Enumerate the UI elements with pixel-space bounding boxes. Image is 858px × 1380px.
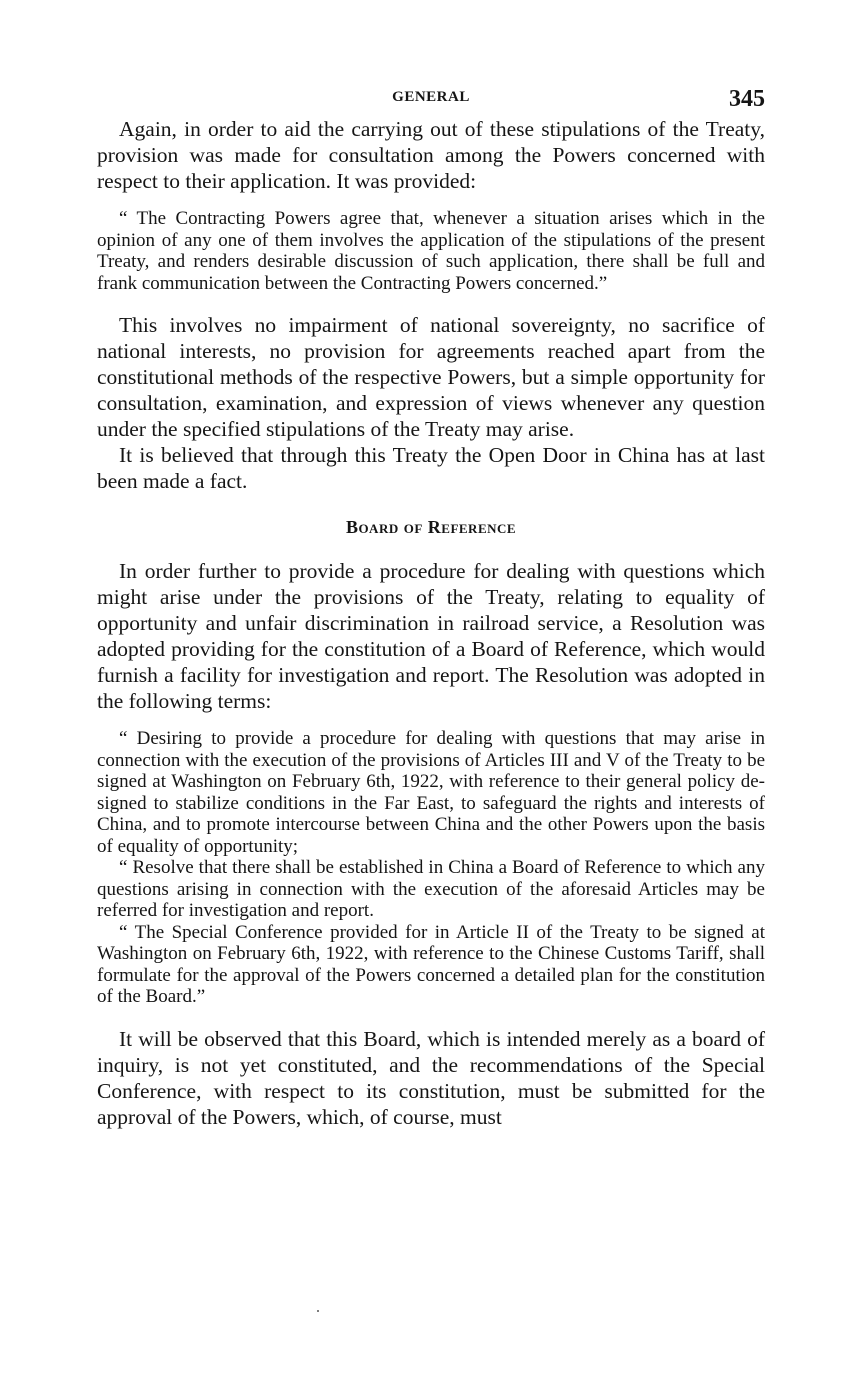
- paragraph-board-of-reference: In order further to provide a procedure for dealing with questions which might arise under the provisions of the Treaty, relating to equality of opportunity and unfair discrimination in railroad service, a Resolution was adopted providing for the constitution of a Board of Reference, which would furnish a facility for investigation and report. The Resolution was adopted in the following terms:: [97, 559, 765, 713]
- quote-treaty-consultation-clause: “ The Contracting Powers agree that, whenever a situation arises which in the opinion of any one of them involves the application of the stipulations of the present Treaty, and renders desirable discussion of such application, there shall be full and frank communication between the Contracting Powers concerned.”: [97, 208, 765, 294]
- paragraph-open-door: It is believed that through this Treaty the Open Door in China has at last been made a fact.: [97, 443, 765, 493]
- running-title: GENERAL: [392, 89, 470, 105]
- running-header: [97, 84, 765, 116]
- page-number: 345: [729, 86, 765, 112]
- book-page: [97, 84, 765, 1130]
- quote-resolution-preamble: “ Desiring to provide a procedure for dealing with questions that may arise in connection with the execution of the provisions of Articles III and V of the Treaty to be signed at Washington on February 6th, 1922, with reference to their general policy designed to stabilize conditions in the Far East, to safeguard the rights and interests of China, and to promote intercourse between China and the other Powers upon the basis of equality of opportunity;: [97, 728, 765, 857]
- quote-resolution-resolve: “ Resolve that there shall be established in China a Board of Reference to which any questions arising in connection with the execution of the aforesaid Articles may be referred for investigation and report.: [97, 857, 765, 921]
- section-heading: Board of Reference: [345, 517, 517, 537]
- paragraph-board-observation: It will be observed that this Board, which is intended merely as a board of inquiry, is not yet constituted, and the recommendations of the Special Conference, with respect to its constitution, must be submitted for the approval of the Powers, which, of course, must: [97, 1026, 765, 1129]
- stray-ink-mark: [317, 1310, 319, 1312]
- quote-resolution-special-conference: “ The Special Conference provided for in Article II of the Treaty to be signed at Washington on February 6th, 1922, with reference to the Chinese Customs Tariff, shall formulate for the approval of the Powers concerned a detailed plan for the constitution of the Board.”: [97, 921, 765, 1007]
- paragraph-consultation-intro: Again, in order to aid the carrying out of these stipulations of the Treaty, provision was made for consultation among the Powers concerned with respect to their application. It was provided:: [97, 117, 765, 193]
- paragraph-sovereignty: This involves no impairment of national sovereignty, no sacrifice of national interests, no provision for agreements reached apart from the constitutional methods of the respective Powers, but a simple opportunity for consultation, examination, and expression of views whenever any question under the specified stipulations of the Treaty may arise.: [97, 313, 765, 441]
